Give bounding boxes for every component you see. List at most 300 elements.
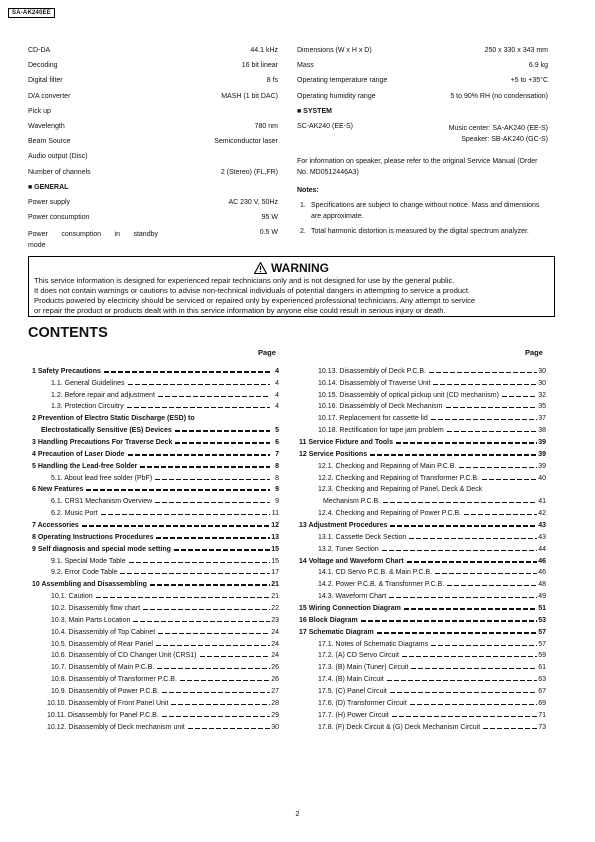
toc-entry-page: 46 [538, 557, 546, 565]
spec-key: Digital filter [28, 77, 63, 85]
system-block [297, 123, 548, 146]
spec-key: Audio output (Disc) [28, 153, 88, 161]
toc-entry-page: 24 [271, 640, 279, 648]
specs-right-list [297, 47, 548, 108]
warning-title-row [34, 260, 549, 276]
toc-entry-page: 7 [275, 450, 279, 458]
spec-row [297, 62, 548, 77]
toc-entry-title: 8 Operating Instructions Procedures [32, 533, 154, 541]
toc-entry[interactable] [32, 553, 279, 565]
toc-entry-title: 10.7. Disassembly of Main P.C.B. [51, 664, 155, 672]
spec-key: CD-DA [28, 47, 51, 54]
toc-leader-dots [429, 372, 537, 373]
spec-value: 16 bit linear [241, 62, 278, 70]
toc-leader-dots [86, 489, 270, 491]
toc-entry-title: 7 Accessories [32, 522, 79, 530]
warning-line: This service information is designed for experienced repair technicians only and is not designed for use by the general public. [34, 276, 455, 285]
spec-value: Semiconductor laser [214, 138, 278, 146]
toc-entry-title: 10.12. Disassembly of Deck mechanism unit [47, 723, 185, 731]
toc-entry-title: 12.2. Checking and Repairing of Transformer P.C.B. [318, 474, 479, 482]
toc-entry[interactable] [32, 458, 279, 470]
note-text: Specifications are subject to change without notice. Mass and dimensions are approximate. [311, 201, 540, 221]
spec-row [28, 93, 278, 108]
toc-entry-title: 1.1. General Guidelines [51, 379, 125, 387]
general-specs-list [28, 199, 278, 229]
spec-row [28, 199, 278, 214]
spec-value: +5 to +35°C [510, 77, 548, 85]
toc-entry-page: 9 [275, 498, 279, 506]
toc-entry[interactable] [299, 541, 546, 553]
toc-entry[interactable] [32, 671, 279, 683]
toc-entry-title: 14.2. Power P.C.B. & Transformer P.C.B. [318, 581, 445, 589]
toc-entry-page: 12 [271, 522, 279, 530]
toc-right-column [299, 363, 546, 731]
toc-entry-page: 42 [538, 510, 546, 518]
toc-leader-dots [377, 632, 537, 634]
spec-value: 5 to 90% RH (no condensation) [450, 92, 548, 100]
toc-entry[interactable] [32, 695, 279, 707]
toc-entry-title: 3 Handling Precautions For Traverse Deck [32, 439, 173, 447]
toc-leader-dots [82, 525, 270, 527]
toc-entry[interactable] [32, 624, 279, 636]
toc-entry-title: 10.6. Disassembly of CD Changer Unit (CRS1) [51, 652, 197, 660]
toc-entry-page: 38 [538, 427, 546, 435]
toc-leader-dots [128, 454, 270, 456]
toc-entry[interactable] [32, 434, 279, 446]
specs-right [297, 47, 548, 240]
page-number: 2 [295, 809, 300, 818]
toc-entry[interactable] [299, 683, 546, 695]
toc-entry-title: 17.8. (F) Deck Circuit & (G) Deck Mechanism Circuit [318, 723, 481, 731]
toc-entry-page: 61 [538, 664, 546, 672]
toc-entry-title: 10.8. Disassembly of Transformer P.C.B. [51, 676, 177, 684]
toc-entry-page: 43 [538, 522, 546, 530]
toc-entry-title: 10.11. Disassembly for Panel P.C.B. [47, 711, 159, 719]
toc-entry-title: 17.3. (B) Main (Tuner) Circuit [318, 664, 409, 672]
spec-row [28, 108, 278, 123]
toc-entry[interactable] [32, 659, 279, 671]
page-column-label-left: Page [258, 348, 276, 357]
toc-leader-dots [409, 538, 537, 539]
toc-entry[interactable] [32, 363, 279, 375]
toc-entry[interactable] [32, 600, 279, 612]
toc-entry[interactable] [299, 624, 546, 636]
toc-entry-page: 24 [271, 652, 279, 660]
warning-title: WARNING [271, 261, 329, 275]
toc-leader-dots [485, 490, 537, 491]
toc-leader-dots [435, 573, 537, 574]
toc-entry-page: 39 [538, 462, 546, 470]
specs-left [28, 47, 278, 253]
toc-entry-title: 10.10. Disassembly of Front Panel Unit [47, 699, 169, 707]
toc-entry-title: 12 Service Positions [299, 450, 368, 458]
toc-leader-dots [431, 645, 537, 646]
toc-leader-dots [133, 621, 270, 622]
spec-value: 2 (Stereo) (FL,FR) [220, 168, 278, 176]
toc-entry-page: 57 [538, 640, 546, 648]
toc-leader-dots [155, 479, 270, 480]
toc-entry-page: 23 [271, 616, 279, 624]
toc-leader-dots [392, 716, 537, 717]
toc-entry[interactable] [299, 505, 546, 517]
toc-entry-title: 1 Safety Precautions [32, 367, 101, 375]
toc-entry-page: 67 [538, 688, 546, 696]
toc-entry[interactable] [32, 541, 279, 553]
spec-row [28, 153, 278, 168]
spec-row [28, 62, 278, 77]
toc-leader-dots [382, 550, 537, 551]
toc-entry[interactable] [299, 387, 546, 399]
toc-entry[interactable] [299, 529, 546, 541]
toc-entry[interactable] [299, 719, 546, 731]
toc-entry[interactable] [32, 422, 279, 434]
toc-entry[interactable] [299, 612, 546, 624]
toc-leader-dots [483, 728, 537, 729]
spec-key: Dimensions (W x H x D) [297, 47, 372, 54]
toc-leader-dots [155, 502, 270, 503]
toc-leader-dots [447, 585, 537, 586]
toc-entry-page: 4 [275, 379, 279, 387]
toc-entry-title: 10.1. Caution [51, 593, 93, 601]
toc-entry-title: 9.1. Special Mode Table [51, 557, 126, 565]
spec-row [28, 169, 278, 184]
toc-entry-title: 10.18. Rectification for tape jam problem [318, 427, 444, 435]
toc-leader-dots [447, 431, 537, 432]
toc-entry-page: 4 [275, 367, 279, 375]
spec-value: 44.1 kHz [250, 47, 278, 54]
toc-entry-page: 39 [538, 439, 546, 447]
toc-entry[interactable] [32, 683, 279, 695]
notes-list [297, 200, 548, 238]
toc-leader-dots [158, 396, 270, 397]
toc-entry-title: 11 Service Fixture and Tools [299, 439, 394, 447]
toc-entry-page: 48 [538, 581, 546, 589]
spec-key: Mass [297, 62, 314, 70]
toc-entry[interactable] [32, 612, 279, 624]
system-heading: ■ SYSTEM [297, 107, 332, 115]
note-item [297, 200, 548, 223]
toc-entry-title: 9.2. Error Code Table [51, 569, 118, 577]
spec-row [28, 47, 278, 62]
toc-leader-dots [431, 419, 537, 420]
toc-entry-title: 10.5. Disassembly of Rear Panel [51, 640, 153, 648]
toc-entry[interactable] [32, 517, 279, 529]
spec-row [28, 77, 278, 92]
spec-key: Power supply [28, 198, 71, 206]
toc-entry-page: 69 [538, 699, 546, 707]
toc-entry-title: 17.2. (A) CD Servo Circuit [318, 652, 399, 660]
toc-entry-page: 35 [538, 403, 546, 411]
toc-entry-title: 10 Assembling and Disassembling [32, 581, 147, 589]
spec-row [28, 138, 278, 153]
toc-entry-title: 10.14. Disassembly of Traverse Unit [318, 379, 431, 387]
toc-entry-title: 10.17. Replacement for cassette lid [318, 415, 428, 423]
toc-entry-page: 9 [275, 486, 279, 494]
spec-value: 780 nm [254, 122, 278, 130]
spec-key: Decoding [28, 62, 58, 70]
toc-entry-title: 10.9. Disassembly of Power P.C.B. [51, 688, 160, 696]
toc-entry-page: 13 [271, 533, 279, 541]
toc-entry-page: 6 [275, 439, 279, 447]
toc-left-column [32, 363, 279, 731]
toc-entry-page: 41 [538, 498, 546, 506]
model-tag: SA-AK240EE [8, 8, 55, 18]
toc-entry-title: 17.5. (C) Panel Circuit [318, 688, 387, 696]
toc-leader-dots [198, 418, 270, 420]
spec-row [297, 77, 548, 92]
spec-key: Number of channels [28, 168, 91, 176]
spec-value: 0.5 W [259, 229, 278, 237]
toc-leader-dots [96, 597, 270, 598]
warning-line: It does not contain warnings or cautions to advise non-technical individuals of potential dangers in attempting to service a product. [34, 286, 471, 295]
toc-leader-dots [157, 668, 270, 669]
toc-entry-title: 10.13. Disassembly of Deck P.C.B. [318, 367, 427, 375]
toc-entry[interactable] [299, 410, 546, 422]
page-column-label-right: Page [525, 348, 543, 357]
toc-leader-dots [175, 442, 270, 444]
toc-entry[interactable] [32, 470, 279, 482]
toc-entry-page: 57 [538, 628, 546, 636]
system-line-2: Speaker: SB-AK240 (GC-S) [461, 136, 548, 144]
toc-entry-page: 44 [538, 545, 546, 553]
toc-entry-page: 29 [271, 711, 279, 719]
toc-entry-title: 14.3. Waveform Chart [318, 593, 387, 601]
toc-entry[interactable] [299, 600, 546, 612]
toc-leader-dots [387, 680, 537, 681]
toc-entry[interactable] [299, 671, 546, 683]
toc-entry-title: 16 Block Diagram [299, 616, 358, 624]
spec-key-line-2: mode [28, 242, 46, 250]
toc-leader-dots [150, 584, 270, 586]
toc-leader-dots [459, 467, 537, 468]
toc-entry-page: 21 [271, 593, 279, 601]
toc-entry-title: 5.1. About lead free solder (PbF) [51, 474, 153, 482]
toc-leader-dots [156, 645, 270, 646]
toc-entry[interactable] [32, 493, 279, 505]
toc-entry-page: 30 [271, 723, 279, 731]
spec-key: Beam Source [28, 138, 71, 146]
toc-entry-page: 22 [271, 605, 279, 613]
toc-entry-title: 5 Handling the Lead-free Solder [32, 462, 138, 470]
toc-entry-page: 49 [538, 593, 546, 601]
spec-key: Pick up [28, 107, 51, 115]
toc-entry[interactable] [299, 553, 546, 565]
toc-entry-page: 11 [271, 510, 279, 518]
toc-entry[interactable] [299, 493, 546, 505]
toc-entry-page: 15 [271, 545, 279, 553]
toc-entry[interactable] [299, 517, 546, 529]
toc-entry-title: 1.3. Protection Circuitry [51, 403, 124, 411]
toc-entry-page: 8 [275, 462, 279, 470]
toc-entry-title: 13.2. Tuner Section [318, 545, 379, 553]
toc-entry[interactable] [32, 576, 279, 588]
toc-leader-dots [200, 656, 271, 657]
toc-entry-page: 40 [538, 474, 546, 482]
toc-entry[interactable] [299, 363, 546, 375]
toc-leader-dots [180, 680, 270, 681]
warning-box [28, 256, 555, 317]
note-number: 2. [300, 227, 306, 235]
spec-value: 250 x 330 x 343 mm [484, 47, 548, 54]
spec-value: MASH (1 bit DAC) [221, 92, 278, 100]
spec-key: Operating temperature range [297, 77, 388, 85]
toc-leader-dots [156, 537, 270, 539]
warning-line: or repair the product or products dealt with in this service information by anyone else could result in serious injury or death. [34, 306, 446, 315]
spec-row [297, 47, 548, 62]
warning-text [34, 276, 549, 316]
toc-entry-page: 30 [538, 367, 546, 375]
toc-leader-dots [188, 728, 270, 729]
toc-entry-title: 17.6. (D) Transformer Circuit [318, 699, 407, 707]
toc-entry-title: 6.2. Music Port [51, 510, 98, 518]
toc-entry-page: 71 [538, 711, 546, 719]
toc-entry-title: 17.4. (B) Main Circuit [318, 676, 384, 684]
toc-leader-dots [411, 668, 537, 669]
toc-leader-dots [402, 656, 537, 657]
spec-value: 6.9 kg [528, 62, 548, 70]
toc-entry[interactable] [32, 588, 279, 600]
toc-leader-dots [433, 384, 537, 385]
toc-entry-page: 5 [275, 427, 279, 435]
toc-entry-page: 21 [271, 581, 279, 589]
notes [297, 200, 548, 238]
toc-leader-dots [389, 597, 537, 598]
toc-entry[interactable] [299, 588, 546, 600]
warning-line: Products powered by electricity should be serviced or repaired only by experienced professional technicians. Any attempt to service [34, 296, 476, 305]
toc-leader-dots [128, 384, 270, 385]
toc-leader-dots [407, 561, 537, 563]
toc-entry-page: 32 [538, 391, 546, 399]
toc-leader-dots [361, 620, 537, 622]
toc-entry-title: 6.1. CRS1 Mechanism Overview [51, 498, 153, 506]
toc-entry[interactable] [32, 565, 279, 577]
toc-leader-dots [502, 396, 537, 397]
toc-entry[interactable] [299, 695, 546, 707]
toc-entry[interactable] [32, 648, 279, 660]
specs-left-list [28, 47, 278, 184]
toc-entry[interactable] [299, 707, 546, 719]
toc-entry-title: 12.1. Checking and Repairing of Main P.C.B. [318, 462, 457, 470]
toc-entry-title: 14.1. CD Servo P.C.B. & Main P.C.B. [318, 569, 433, 577]
toc-entry[interactable] [32, 529, 279, 541]
toc-entry-title: 1.2. Before repair and adjustment [51, 391, 155, 399]
spec-key: Operating humidity range [297, 92, 376, 100]
toc-entry-page: 8 [275, 474, 279, 482]
speaker-info: For information on speaker, please refer to the original Service Manual (Order No. MD0512446A3) [297, 157, 538, 177]
contents-title: CONTENTS [28, 325, 108, 341]
toc-entry[interactable] [299, 565, 546, 577]
note-item [297, 226, 548, 238]
toc-entry[interactable] [32, 446, 279, 458]
toc-entry-page: 26 [271, 664, 279, 672]
toc-leader-dots [140, 466, 270, 468]
toc-leader-dots [410, 704, 537, 705]
toc-entry[interactable] [32, 399, 279, 411]
spec-value: 95 W [261, 214, 278, 222]
toc-entry[interactable] [299, 470, 546, 482]
toc-entry[interactable] [32, 387, 279, 399]
toc-entry-title: 12.4. Checking and Repairing of Power P.C.B. [318, 510, 462, 518]
toc-leader-dots [404, 608, 537, 610]
toc-entry[interactable] [32, 636, 279, 648]
toc-leader-dots [175, 430, 270, 432]
toc-leader-dots [171, 704, 270, 705]
toc-entry-title: 10.2. Disassembly flow chart [51, 605, 141, 613]
toc-entry[interactable] [299, 399, 546, 411]
toc-entry-page: 30 [538, 379, 546, 387]
toc-entry-title: Mechanism P.C.B. [323, 498, 381, 506]
toc-leader-dots [129, 562, 270, 563]
toc-entry-page: 73 [538, 723, 546, 731]
spec-key [28, 229, 158, 251]
toc-entry[interactable] [32, 707, 279, 719]
toc-entry-page: 4 [275, 403, 279, 411]
toc-entry[interactable] [32, 375, 279, 387]
toc-entry-page: 4 [275, 391, 279, 399]
toc-entry-page: 37 [538, 415, 546, 423]
warning-triangle-icon [254, 262, 267, 274]
toc-entry-title: 14 Voltage and Waveform Chart [299, 557, 404, 565]
toc-entry-title: 6 New Features [32, 486, 84, 494]
toc-entry-page: 43 [538, 533, 546, 541]
toc-entry[interactable] [299, 375, 546, 387]
toc-entry[interactable] [299, 482, 546, 494]
spec-key: Power consumption [28, 214, 90, 222]
toc-entry-page: 63 [538, 676, 546, 684]
toc-entry[interactable] [299, 576, 546, 588]
toc-entry-page: 15 [271, 557, 279, 565]
toc-entry[interactable] [299, 458, 546, 470]
toc-entry-page: 17 [271, 569, 279, 577]
spec-row-standby [28, 229, 278, 253]
toc-entry[interactable] [32, 482, 279, 494]
toc-entry[interactable] [299, 659, 546, 671]
toc-entry-title: 10.3. Main Parts Location [51, 616, 131, 624]
toc-leader-dots [370, 454, 537, 456]
note-text: Total harmonic distortion is measured by the digital spectrum analyzer. [311, 227, 529, 235]
toc-entry[interactable] [32, 719, 279, 731]
toc-entry[interactable] [299, 422, 546, 434]
toc-entry-title: 10.16. Disassembly of Deck Mechanism [318, 403, 443, 411]
spec-key: Wavelength [28, 122, 65, 130]
toc-leader-dots [396, 442, 537, 444]
toc-entry-page: 46 [538, 569, 546, 577]
toc-entry-title: 13.1. Cassette Deck Section [318, 533, 407, 541]
spec-key-line-1: Power consumption in standby [28, 231, 158, 239]
general-heading: ■ GENERAL [28, 183, 69, 191]
toc-entry-page: 51 [538, 605, 546, 613]
toc-leader-dots [158, 633, 270, 634]
toc-entry-title: 12.3. Checking and Repairing of Panel, Deck & Deck [318, 486, 483, 494]
toc-entry[interactable] [299, 446, 546, 458]
spec-row [28, 123, 278, 138]
toc-entry-title: 9 Self diagnosis and special mode setting [32, 545, 171, 553]
toc-entry[interactable] [32, 410, 279, 422]
toc-entry[interactable] [32, 505, 279, 517]
toc-entry-page: 24 [271, 628, 279, 636]
spec-key: D/A converter [28, 92, 71, 100]
toc-entry-title: 17.7. (H) Power Circuit [318, 711, 389, 719]
toc-entry[interactable] [299, 636, 546, 648]
spec-row [28, 214, 278, 229]
toc-leader-dots [120, 573, 270, 574]
toc-leader-dots [162, 692, 270, 693]
toc-entry[interactable] [299, 434, 546, 446]
toc-entry[interactable] [299, 648, 546, 660]
toc-leader-dots [464, 514, 537, 515]
toc-entry-page: 26 [271, 676, 279, 684]
toc-entry-title: 10.4. Disassembly of Top Cabinet [51, 628, 156, 636]
